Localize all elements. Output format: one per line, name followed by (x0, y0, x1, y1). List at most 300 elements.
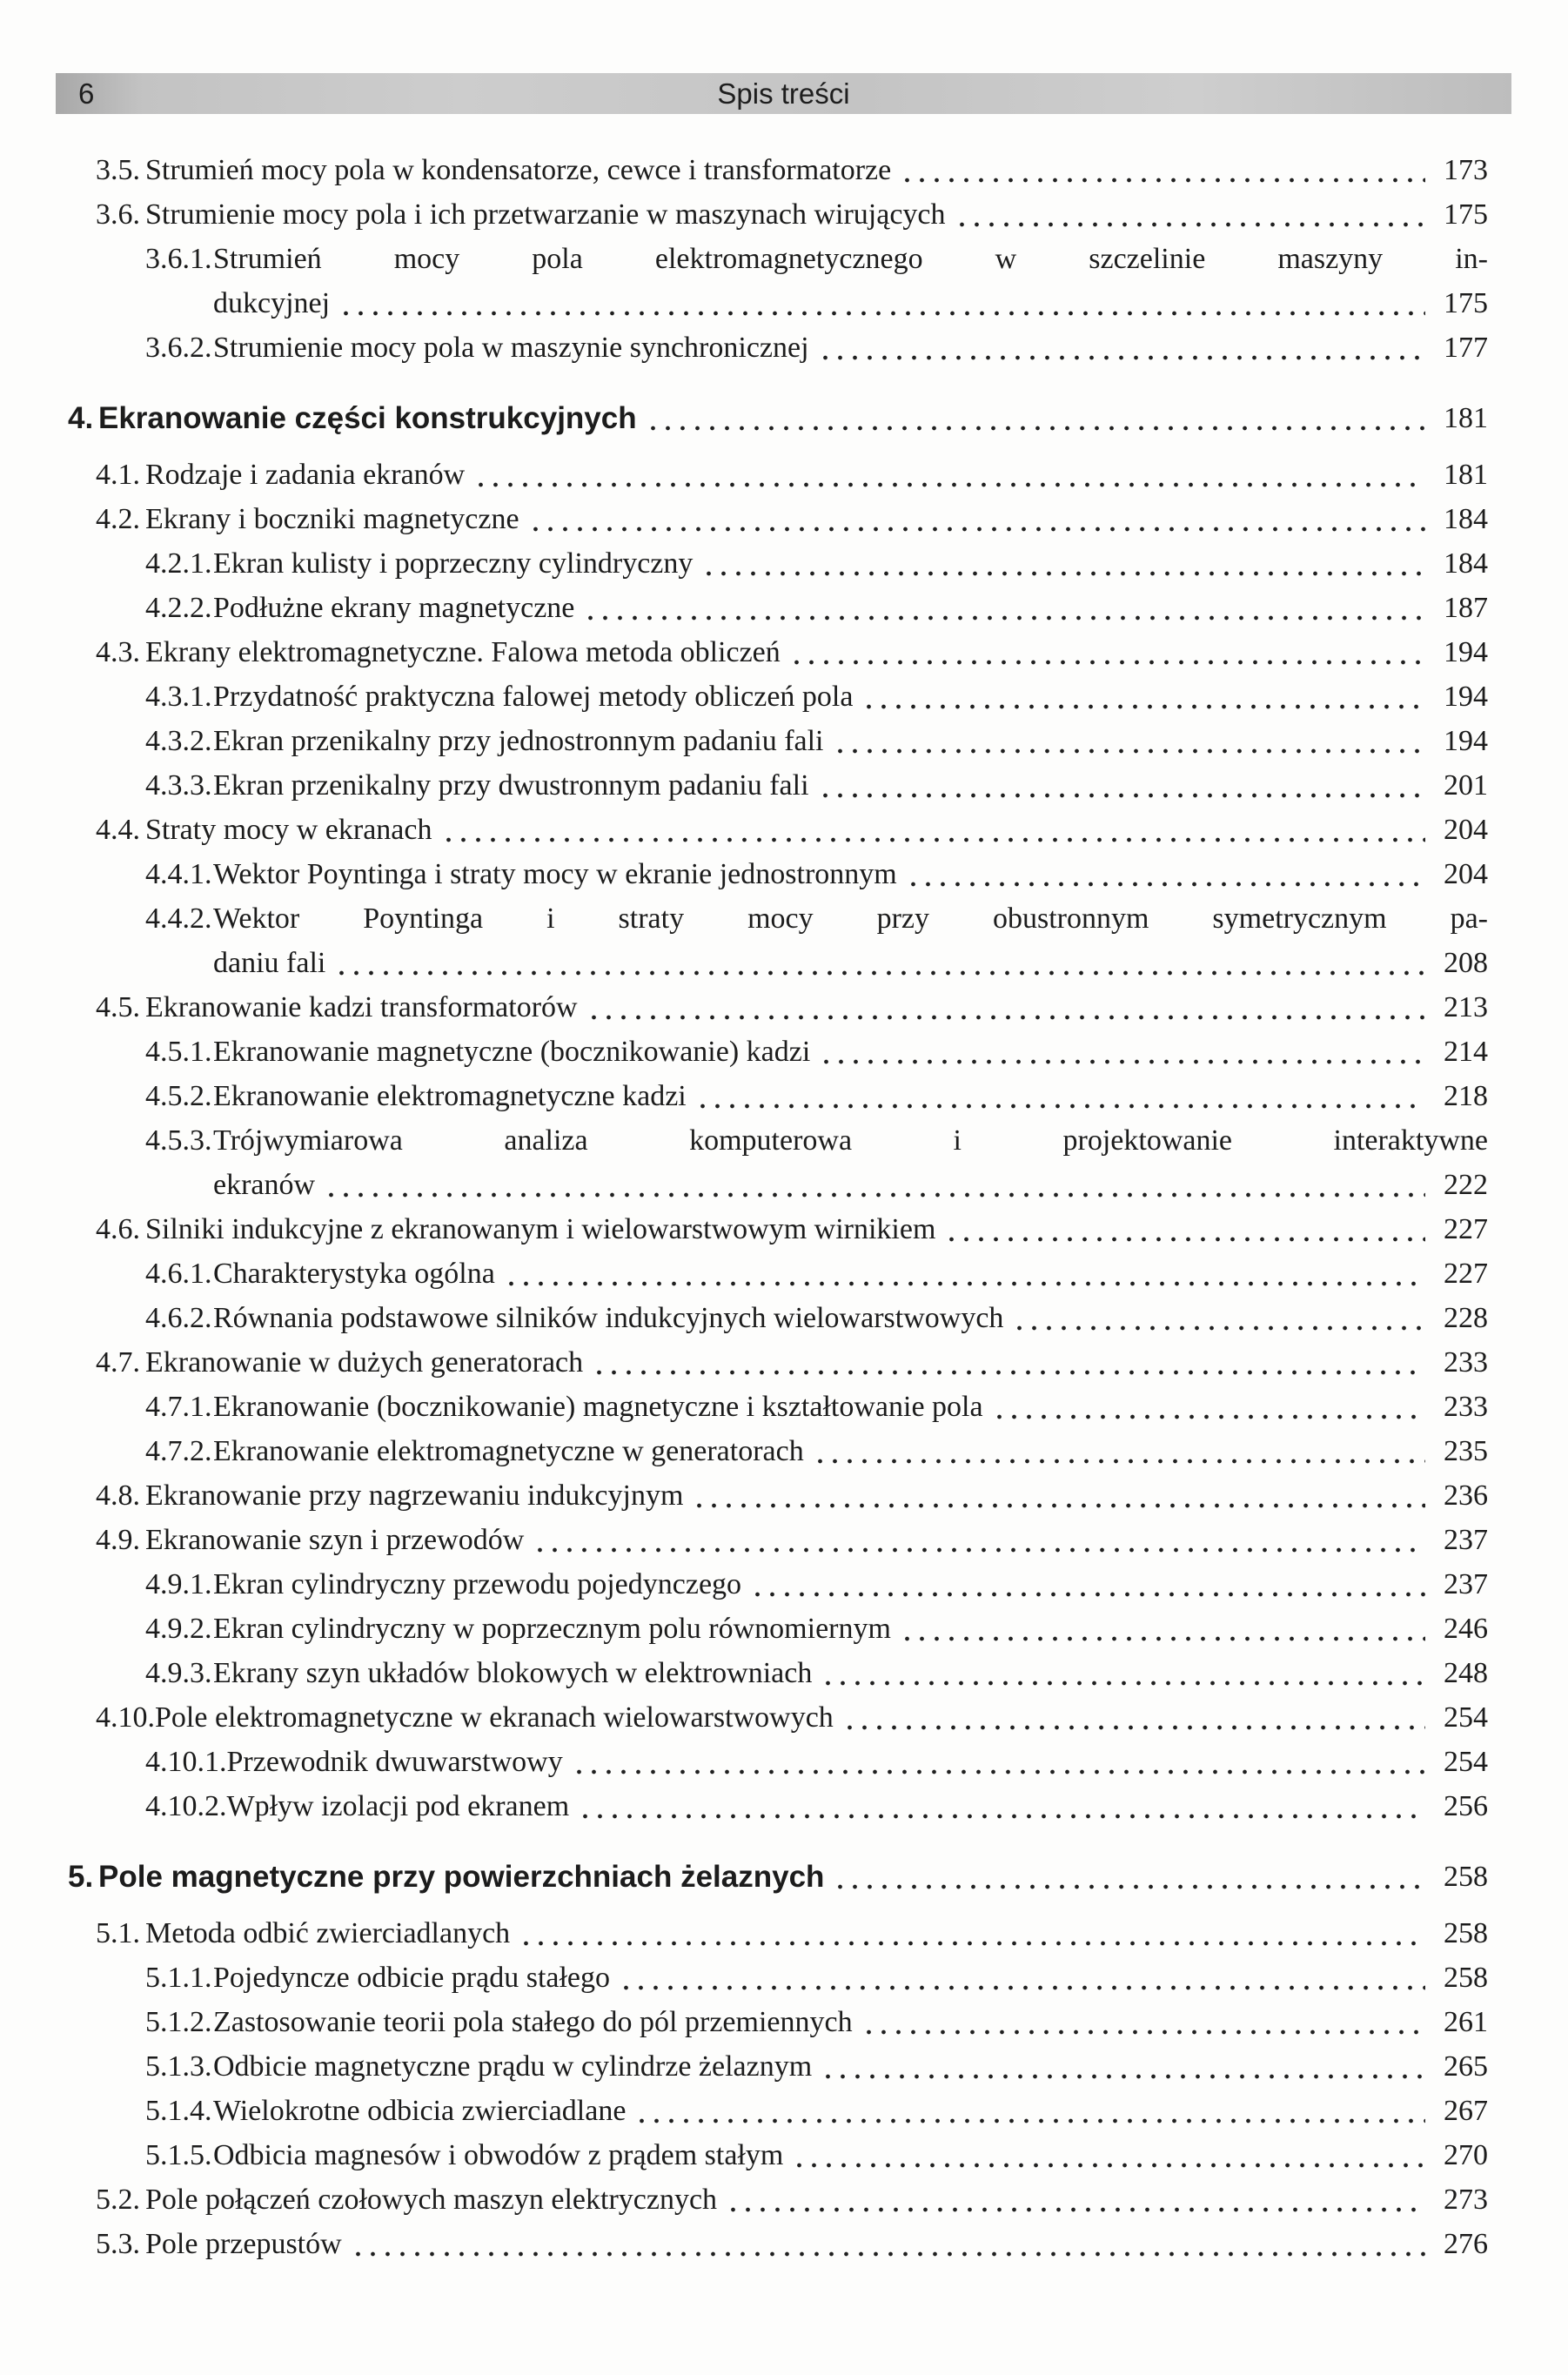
toc-entry-body (145, 192, 1488, 237)
dot-leader (586, 985, 1425, 1030)
toc-entry-number: 4.7.2. (145, 1435, 212, 1467)
toc-entry-line (213, 325, 1488, 370)
toc-entry-line (145, 808, 1488, 852)
toc-entry-page: 194 (1444, 681, 1488, 713)
toc-entry-page: 273 (1444, 2184, 1488, 2216)
toc-entry-page: 235 (1444, 1435, 1488, 1467)
toc-list (0, 148, 1568, 2266)
dot-leader (819, 1030, 1425, 1074)
toc-entry-title: Ekranowanie kadzi transformatorów (145, 991, 578, 1023)
toc-entry-line (213, 2133, 1488, 2177)
toc-entry-line (213, 763, 1488, 808)
toc-entry-body (145, 630, 1488, 674)
toc-entry-number: 4.1. (96, 459, 140, 491)
toc-entry (0, 630, 1568, 674)
toc-entry-number: 4.4.1. (145, 858, 212, 890)
toc-entry-line (145, 497, 1488, 541)
toc-entry-body (98, 1855, 1488, 1899)
toc-entry-page: 258 (1444, 1917, 1488, 1949)
toc-entry-line (145, 1911, 1488, 1956)
toc-entry-number: 4.2.1. (145, 547, 212, 580)
toc-entry-body (213, 1385, 1488, 1429)
toc-entry-body (213, 2133, 1488, 2177)
toc-entry-number: 4.9.2. (145, 1613, 212, 1645)
toc-entry-number: 4.5.3. (145, 1124, 212, 1157)
dot-leader (900, 1607, 1425, 1651)
dot-leader (955, 192, 1425, 237)
toc-entry-line (213, 1296, 1488, 1340)
dot-leader (861, 674, 1425, 719)
toc-entry-number: 4.9.1. (145, 1568, 212, 1600)
dot-leader (578, 1784, 1425, 1828)
toc-entry-line (145, 1207, 1488, 1251)
toc-entry-body (213, 1251, 1488, 1296)
toc-entry (0, 1562, 1568, 1607)
toc-entry-page: 233 (1444, 1346, 1488, 1379)
toc-entry-body (213, 1956, 1488, 2000)
toc-entry (0, 586, 1568, 630)
toc-entry-line (213, 1562, 1488, 1607)
toc-entry-page: 201 (1444, 769, 1488, 802)
toc-entry-number: 4.3.1. (145, 681, 212, 713)
toc-entry (0, 1956, 1568, 2000)
toc-entry-body (145, 1518, 1488, 1562)
toc-entry-number: 4.4. (96, 814, 140, 846)
toc-entry-title: Wpływ izolacji pod ekranem (226, 1790, 570, 1822)
toc-entry-line (213, 674, 1488, 719)
toc-entry-line (213, 941, 1488, 985)
toc-entry (0, 1207, 1568, 1251)
toc-entry-title: Zastosowanie teorii pola stałego do pól przemiennych (213, 2006, 853, 2038)
toc-entry-page: 227 (1444, 1213, 1488, 1245)
toc-entry-page: 227 (1444, 1258, 1488, 1290)
toc-entry-page: 267 (1444, 2095, 1488, 2127)
toc-entry-page: 213 (1444, 991, 1488, 1023)
toc-entry-page: 237 (1444, 1568, 1488, 1600)
dot-leader (789, 630, 1425, 674)
toc-entry-number: 3.6.2. (145, 332, 212, 364)
toc-entry-page: 233 (1444, 1391, 1488, 1423)
dot-leader (646, 396, 1425, 440)
toc-entry-page: 237 (1444, 1524, 1488, 1556)
toc-entry-title: Pole elektromagnetyczne w ekranach wielowarstwowych (155, 1701, 834, 1734)
toc-entry-page: 218 (1444, 1080, 1488, 1112)
dot-leader (944, 1207, 1425, 1251)
toc-entry-line: Strumień mocy pola elektromagnetycznego w szczelinie maszyny in- (213, 243, 1488, 275)
toc-entry-body (145, 453, 1488, 497)
toc-entry-line (145, 2222, 1488, 2266)
dot-leader (533, 1518, 1425, 1562)
toc-entry-page: 194 (1444, 636, 1488, 668)
toc-entry-title: Ekrany elektromagnetyczne. Falowa metoda obliczeń (145, 636, 781, 668)
dot-leader (992, 1385, 1425, 1429)
toc-entry-title: Silniki indukcyjne z ekranowanym i wielowarstwowym wirnikiem (145, 1213, 936, 1245)
toc-entry-body (213, 586, 1488, 630)
running-header (56, 73, 1511, 114)
toc-entry-page: 187 (1444, 592, 1488, 624)
toc-entry-body (145, 1340, 1488, 1385)
toc-entry-line (213, 2044, 1488, 2089)
dot-leader (861, 2000, 1425, 2044)
dot-leader (473, 453, 1425, 497)
toc-entry-title: Ekran cylindryczny przewodu pojedynczego (213, 1568, 742, 1600)
toc-entry-line (145, 192, 1488, 237)
dot-leader (619, 1956, 1425, 2000)
toc-entry-body (213, 763, 1488, 808)
toc-entry (0, 2044, 1568, 2089)
toc-entry-title: Strumienie mocy pola w maszynie synchronicznej (213, 332, 809, 364)
dot-leader (583, 586, 1425, 630)
toc-entry-title: Ekranowanie części konstrukcyjnych (98, 401, 637, 435)
toc-entry-page: 175 (1444, 287, 1488, 319)
toc-entry (0, 1296, 1568, 1340)
toc-entry-page: 254 (1444, 1746, 1488, 1778)
toc-entry-page: 265 (1444, 2050, 1488, 2083)
toc-entry (0, 1911, 1568, 1956)
toc-entry-number: 4.6.1. (145, 1258, 212, 1290)
dot-leader (692, 1473, 1425, 1518)
toc-entry-line (213, 281, 1488, 325)
toc-entry-body (145, 1911, 1488, 1956)
dot-leader (701, 541, 1425, 586)
dot-leader (726, 2177, 1425, 2222)
toc-entry-body (213, 852, 1488, 896)
toc-entry (0, 497, 1568, 541)
toc-entry-title: Wielokrotne odbicia zwierciadlane (213, 2095, 627, 2127)
dot-leader (519, 1911, 1425, 1956)
toc-entry-body (145, 808, 1488, 852)
toc-entry-line (145, 453, 1488, 497)
dot-leader (750, 1562, 1425, 1607)
toc-entry-body (145, 497, 1488, 541)
toc-entry-body (213, 325, 1488, 370)
toc-entry-title: Ekranowanie elektromagnetyczne kadzi (213, 1080, 687, 1112)
toc-entry (0, 2222, 1568, 2266)
toc-entry-page: 175 (1444, 198, 1488, 231)
dot-leader (900, 148, 1425, 192)
toc-entry-title: Ekrany szyn układów blokowych w elektrowniach (213, 1657, 813, 1689)
toc-entry (0, 852, 1568, 896)
toc-entry (0, 985, 1568, 1030)
toc-entry-body (145, 1207, 1488, 1251)
toc-entry (0, 1784, 1568, 1828)
toc-entry-title: Ekranowanie w dużych generatorach (145, 1346, 584, 1379)
toc-entry-title: daniu fali (213, 947, 326, 979)
toc-entry-page: 204 (1444, 858, 1488, 890)
toc-entry-title: Ekranowanie magnetyczne (bocznikowanie) kadzi (213, 1036, 811, 1068)
toc-entry-number: 4.2.2. (145, 592, 212, 624)
dot-leader (351, 2222, 1425, 2266)
toc-entry-page: 248 (1444, 1657, 1488, 1689)
toc-entry-line (145, 985, 1488, 1030)
dot-leader (441, 808, 1426, 852)
toc-entry-body (145, 2222, 1488, 2266)
toc-entry (0, 719, 1568, 763)
toc-entry-title: Równania podstawowe silników indukcyjnych wielowarstwowych (213, 1302, 1004, 1334)
toc-entry-body (213, 1118, 1488, 1207)
toc-entry-number: 4.5. (96, 991, 140, 1023)
toc-entry-number: 4.7. (96, 1346, 140, 1379)
toc-entry-line (213, 1163, 1488, 1207)
toc-entry-body (213, 1030, 1488, 1074)
toc-entry (0, 2089, 1568, 2133)
toc-entry-body (213, 2089, 1488, 2133)
toc-entry-number: 5.2. (96, 2184, 140, 2216)
toc-entry (0, 396, 1568, 440)
dot-leader (528, 497, 1425, 541)
toc-entry (0, 1518, 1568, 1562)
toc-entry-line (213, 719, 1488, 763)
toc-entry-line (213, 586, 1488, 630)
toc-entry-page: 246 (1444, 1613, 1488, 1645)
dot-leader (833, 719, 1426, 763)
toc-entry-page: 173 (1444, 154, 1488, 186)
toc-entry (0, 237, 1568, 325)
toc-entry-line (213, 1074, 1488, 1118)
toc-entry-number: 4.10.1. (145, 1746, 227, 1778)
toc-entry-body (98, 396, 1488, 440)
dot-leader (906, 852, 1425, 896)
toc-entry-title: Wektor Poyntinga i straty mocy w ekranie jednostronnym (213, 858, 897, 890)
toc-entry-body (213, 674, 1488, 719)
toc-entry (0, 192, 1568, 237)
toc-entry (0, 1740, 1568, 1784)
toc-entry-page: 194 (1444, 725, 1488, 757)
toc-entry (0, 1340, 1568, 1385)
dot-leader (324, 1163, 1425, 1207)
toc-entry-number: 4.4.2. (145, 902, 212, 935)
toc-entry-number: 5.1.2. (145, 2006, 212, 2038)
toc-entry-page: 258 (1444, 1861, 1488, 1893)
dot-leader (818, 325, 1425, 370)
toc-entry-title: dukcyjnej (213, 287, 331, 319)
toc-entry-number: 5.1. (96, 1917, 140, 1949)
toc-entry-number: 3.6. (96, 198, 140, 231)
toc-entry-number: 4.2. (96, 503, 140, 535)
toc-entry-line (213, 2000, 1488, 2044)
toc-entry-number: 5.1.5. (145, 2139, 212, 2171)
toc-entry-number: 4.6.2. (145, 1302, 212, 1334)
toc-entry-number: 5. (68, 1860, 94, 1894)
dot-leader (334, 941, 1425, 985)
toc-entry-number: 4.10. (96, 1701, 155, 1734)
dot-leader (695, 1074, 1425, 1118)
dot-leader (818, 763, 1425, 808)
toc-entry-number: 3.5. (96, 154, 140, 186)
toc-entry-number: 4.10.2. (145, 1790, 227, 1822)
toc-entry-body (227, 1784, 1489, 1828)
toc-entry-line (98, 396, 1488, 440)
toc-entry (0, 808, 1568, 852)
toc-entry-body (213, 1074, 1488, 1118)
toc-entry (0, 2177, 1568, 2222)
toc-entry-title: Pole przepustów (145, 2228, 342, 2260)
dot-leader (572, 1740, 1425, 1784)
toc-entry (0, 541, 1568, 586)
dot-leader (504, 1251, 1425, 1296)
toc-entry-body (145, 985, 1488, 1030)
dot-leader (592, 1340, 1425, 1385)
toc-entry-body (227, 1740, 1489, 1784)
toc-entry (0, 1074, 1568, 1118)
dot-leader (634, 2089, 1425, 2133)
toc-entry-body (213, 719, 1488, 763)
toc-entry-title: Ekran cylindryczny w poprzecznym polu równomiernym (213, 1613, 891, 1645)
toc-entry (0, 1695, 1568, 1740)
toc-entry-body (145, 148, 1488, 192)
toc-entry (0, 674, 1568, 719)
toc-entry-line (145, 2177, 1488, 2222)
toc-entry-number: 5.1.1. (145, 1962, 212, 1994)
toc-entry-line (145, 148, 1488, 192)
toc-entry-line (213, 2089, 1488, 2133)
toc-entry-line (227, 1784, 1489, 1828)
toc-entry-line (213, 541, 1488, 586)
toc-entry-page: 214 (1444, 1036, 1488, 1068)
toc-entry-body (213, 237, 1488, 325)
toc-entry-title: Pole połączeń czołowych maszyn elektrycznych (145, 2184, 718, 2216)
toc-entry-title: Odbicie magnetyczne prądu w cylindrze żelaznym (213, 2050, 813, 2083)
toc-entry-page: 276 (1444, 2228, 1488, 2260)
toc-entry-title: Strumienie mocy pola i ich przetwarzanie w maszynach wirujących (145, 198, 946, 231)
toc-entry-number: 5.1.3. (145, 2050, 212, 2083)
toc-entry-page: 181 (1444, 402, 1488, 434)
toc-entry (0, 148, 1568, 192)
toc-entry-body (213, 2000, 1488, 2044)
toc-entry-number: 4.9. (96, 1524, 140, 1556)
toc-entry-line (213, 1030, 1488, 1074)
toc-entry-title: Przydatność praktyczna falowej metody obliczeń pola (213, 681, 854, 713)
toc-entry-page: 236 (1444, 1479, 1488, 1512)
toc-entry-title: Odbicia magnesów i obwodów z prądem stałym (213, 2139, 784, 2171)
toc-entry-title: Ekrany i boczniki magnetyczne (145, 503, 519, 535)
toc-entry-title: Straty mocy w ekranach (145, 814, 432, 846)
toc-entry-body (213, 1429, 1488, 1473)
toc-entry-title: Rodzaje i zadania ekranów (145, 459, 466, 491)
toc-entry-body (145, 1473, 1488, 1518)
dot-leader (833, 1855, 1425, 1899)
toc-entry-page: 181 (1444, 459, 1488, 491)
toc-entry-page: 270 (1444, 2139, 1488, 2171)
dot-leader (821, 1651, 1425, 1695)
toc-entry-page: 204 (1444, 814, 1488, 846)
toc-entry (0, 1473, 1568, 1518)
dot-leader (821, 2044, 1425, 2089)
toc-entry-number: 5.3. (96, 2228, 140, 2260)
toc-entry-number: 4.6. (96, 1213, 140, 1245)
toc-entry-title: Charakterystyka ogólna (213, 1258, 495, 1290)
toc-entry-title: Ekranowanie (bocznikowanie) magnetyczne i kształtowanie pola (213, 1391, 983, 1423)
toc-entry-number: 3.6.1. (145, 243, 212, 275)
toc-entry-title: Metoda odbić zwierciadlanych (145, 1917, 511, 1949)
toc-entry-body (213, 1296, 1488, 1340)
toc-entry-title: Przewodnik dwuwarstwowy (226, 1746, 563, 1778)
toc-entry-line (213, 1385, 1488, 1429)
toc-entry (0, 1030, 1568, 1074)
toc-entry-line (213, 1651, 1488, 1695)
toc-entry-title: Ekran przenikalny przy dwustronnym padaniu fali (213, 769, 809, 802)
toc-entry-number: 5.1.4. (145, 2095, 212, 2127)
toc-entry-body (213, 896, 1488, 985)
dot-leader (813, 1429, 1425, 1473)
toc-entry-page: 222 (1444, 1169, 1488, 1201)
toc-entry-body (213, 2044, 1488, 2089)
toc-entry-body (213, 1651, 1488, 1695)
page-header-title: Spis treści (717, 77, 850, 110)
toc-entry-number: 4.7.1. (145, 1391, 212, 1423)
toc-entry-line (213, 1607, 1488, 1651)
toc-entry-title: Ekranowanie elektromagnetyczne w generatorach (213, 1435, 804, 1467)
toc-entry-title: ekranów (213, 1169, 316, 1201)
toc-entry (0, 1607, 1568, 1651)
toc-entry-line (145, 630, 1488, 674)
toc-entry-body (213, 1607, 1488, 1651)
toc-entry-page: 184 (1444, 547, 1488, 580)
toc-entry-page: 261 (1444, 2006, 1488, 2038)
toc-entry-line (227, 1740, 1489, 1784)
toc-entry-body (213, 541, 1488, 586)
toc-entry-body (213, 1562, 1488, 1607)
toc-entry-page: 254 (1444, 1701, 1488, 1734)
toc-entry (0, 1251, 1568, 1296)
toc-entry-line: Trójwymiarowa analiza komputerowa i projektowanie interaktywne (213, 1124, 1488, 1157)
toc-entry (0, 2000, 1568, 2044)
toc-entry-page: 256 (1444, 1790, 1488, 1822)
toc-entry-line (98, 1855, 1488, 1899)
toc-entry-number: 4.3. (96, 636, 140, 668)
toc-entry-number: 4.8. (96, 1479, 140, 1512)
toc-entry-body (155, 1695, 1488, 1740)
toc-entry (0, 2133, 1568, 2177)
toc-entry-line (145, 1518, 1488, 1562)
toc-entry-page: 177 (1444, 332, 1488, 364)
toc-entry-number: 4.5.2. (145, 1080, 212, 1112)
toc-entry-line (213, 1429, 1488, 1473)
dot-leader (842, 1695, 1425, 1740)
toc-entry (0, 453, 1568, 497)
dot-leader (1012, 1296, 1425, 1340)
toc-entry-title: Ekranowanie szyn i przewodów (145, 1524, 525, 1556)
page-number: 6 (78, 77, 95, 110)
toc-entry-title: Ekranowanie przy nagrzewaniu indukcyjnym (145, 1479, 684, 1512)
toc-entry-number: 4.9.3. (145, 1657, 212, 1689)
toc-entry-number: 4.3.2. (145, 725, 212, 757)
toc-entry-line: Wektor Poyntinga i straty mocy przy obustronnym symetrycznym pa- (213, 902, 1488, 935)
toc-entry-title: Ekran przenikalny przy jednostronnym padaniu fali (213, 725, 824, 757)
toc-entry-page: 184 (1444, 503, 1488, 535)
toc-entry (0, 763, 1568, 808)
toc-entry-number: 4. (68, 401, 94, 435)
toc-entry-number: 4.3.3. (145, 769, 212, 802)
toc-entry-title: Pojedyncze odbicie prądu stałego (213, 1962, 611, 1994)
toc-entry (0, 1651, 1568, 1695)
toc-entry-title: Ekran kulisty i poprzeczny cylindryczny (213, 547, 694, 580)
toc-entry-line (213, 852, 1488, 896)
toc-entry (0, 1118, 1568, 1207)
toc-entry (0, 325, 1568, 370)
toc-entry-page: 228 (1444, 1302, 1488, 1334)
toc-entry-title: Pole magnetyczne przy powierzchniach żelaznych (98, 1860, 825, 1894)
toc-entry-page: 258 (1444, 1962, 1488, 1994)
toc-entry (0, 1429, 1568, 1473)
toc-entry-line (213, 1956, 1488, 2000)
toc-entry-line (155, 1695, 1488, 1740)
toc-entry-title: Podłużne ekrany magnetyczne (213, 592, 575, 624)
toc-entry (0, 1385, 1568, 1429)
toc-entry (0, 1855, 1568, 1899)
toc-entry-page: 208 (1444, 947, 1488, 979)
dot-leader (792, 2133, 1425, 2177)
